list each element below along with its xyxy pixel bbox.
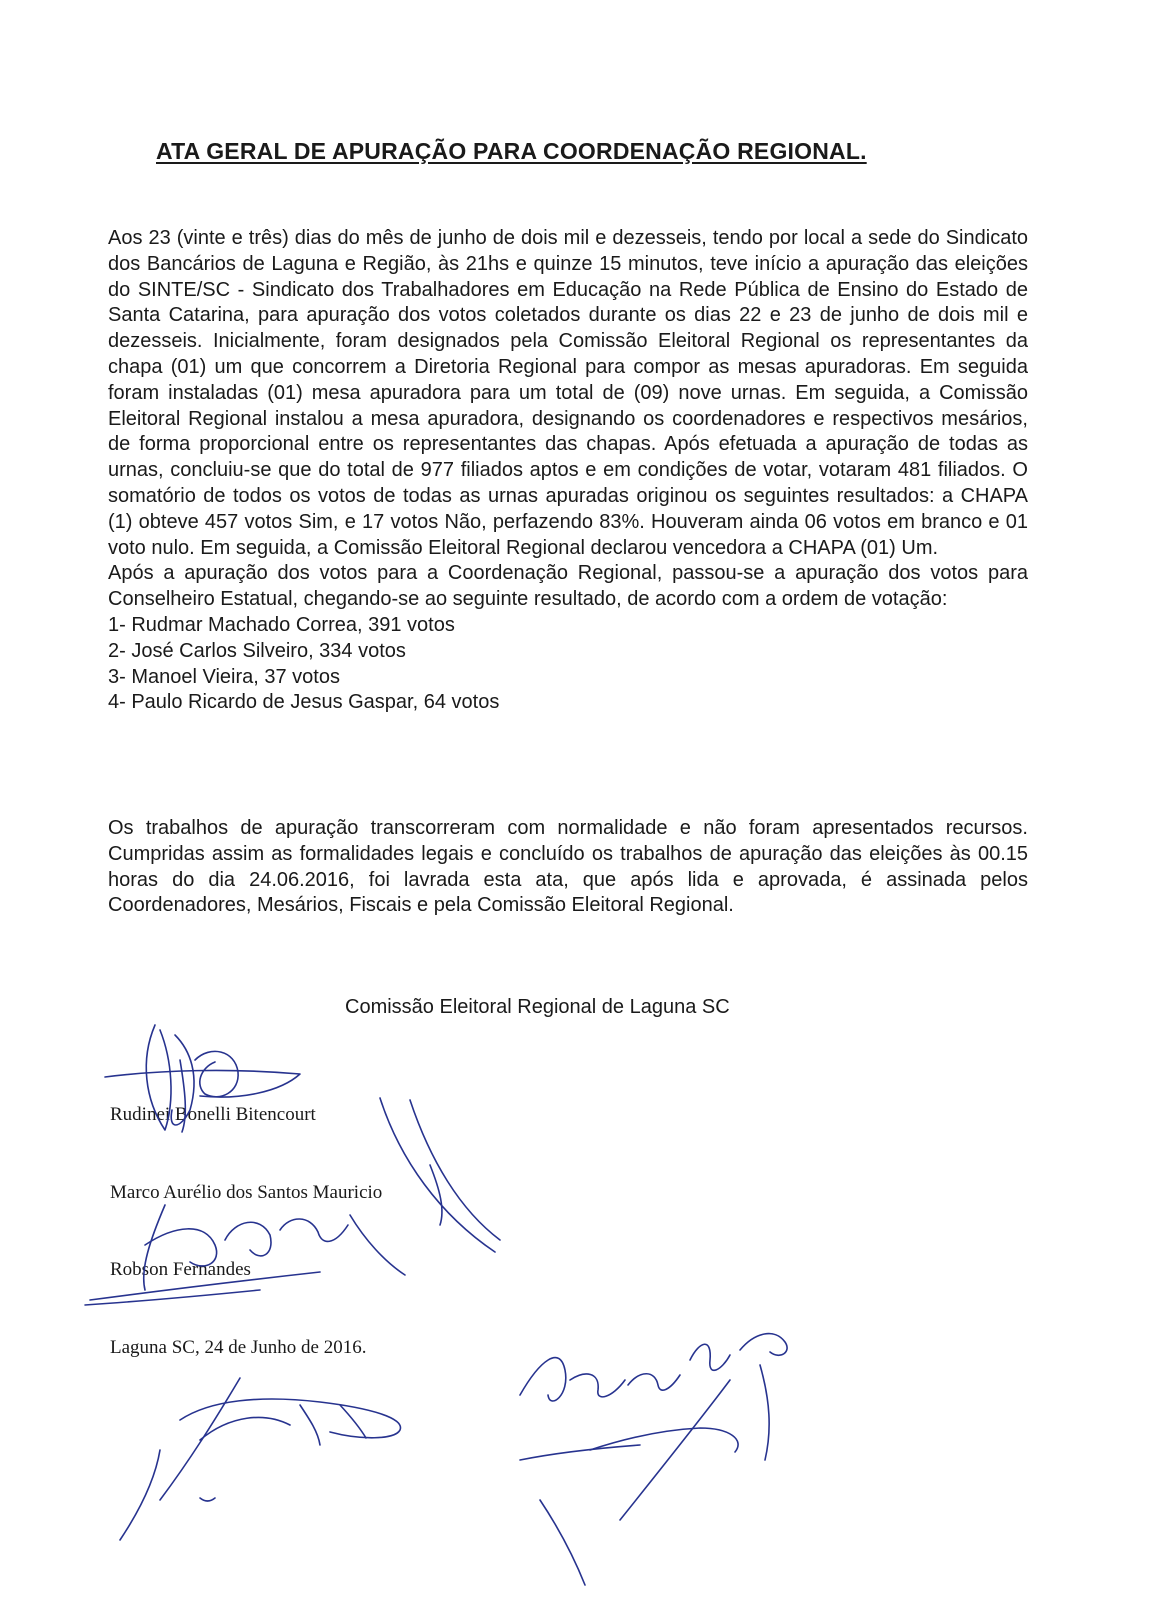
paragraph-conselheiro: Após a apuração dos votos para a Coordenação Regional, passou-se a apuração dos votos para Conselheiro Estatual, chegando-se ao seguinte resultado, de acordo com a ordem de votação:	[108, 562, 1028, 611]
commission-name: Comissão Eleitoral Regional de Laguna SC	[345, 996, 730, 1018]
paragraph-apuracao: Aos 23 (vinte e três) dias do mês de junho de dois mil e dezesseis, tendo por local a sede do Sindicato dos Bancários de Laguna e Região, às 21hs e quinze 15 minutos, teve início a apuração das eleições do SINTE/SC - Sindicato dos Trabalhadores em Educação na Rede Pública de Ensino do Estado de Santa Catarina, para apuração dos votos coletados durante os dias 22 e 23 de junho de dois mil e dezesseis. Inicialmente, foram designados pela Comissão Eleitoral Regional os representantes da chapa (01) um que concorrem a Diretoria Regional para compor as mesas apuradoras. Em seguida foram instaladas (01) mesa apuradora para um total de (09) nove urnas. Em seguida, a Comissão Eleitoral Regional instalou a mesa apuradora, designando os coordenadores e respectivos mesários, de forma proporcional entre os representantes das chapas. Após efetuada a apuração de todas as urnas, concluiu-se que do total de 977 filiados aptos e em condições de votar, votaram 481 filiados. O somatório de todos os votos de todas as urnas apuradas originou os seguintes resultados: a CHAPA (1) obteve 457 votos Sim, e 17 votos Não, perfazendo 83%. Houveram ainda 06 votos em branco e 01 voto nulo. Em seguida, a Comissão Eleitoral Regional declarou vencedora a CHAPA (01) Um.	[108, 227, 1028, 559]
vote-result-item: 1- Rudmar Machado Correa, 391 votos	[108, 613, 455, 636]
signature-rudmar	[520, 1334, 787, 1585]
document-body	[108, 226, 1028, 716]
document-title: ATA GERAL DE APURAÇÃO PARA COORDENAÇÃO REGIONAL.	[156, 138, 867, 164]
signer-name-marco: Marco Aurélio dos Santos Mauricio	[110, 1182, 383, 1203]
paragraph-closing: Os trabalhos de apuração transcorreram com normalidade e não foram apresentados recursos. Cumpridas assim as formalidades legais e concluído os trabalhos de apuração das eleições às 00.15 horas do dia 24.06.2016, foi lavrada esta ata, que após lida e aprovada, é assinada pelos Coordenadores, Mesários, Fiscais e pela Comissão Eleitoral Regional.	[108, 817, 1028, 917]
signer-name-rudinei: Rudinei Bonelli Bitencourt	[110, 1104, 316, 1125]
vote-result-item: 4- Paulo Ricardo de Jesus Gaspar, 64 votos	[108, 691, 500, 714]
signature-pereira	[120, 1378, 400, 1540]
signer-name-robson: Robson Fernandes	[110, 1259, 251, 1280]
signature-robson	[85, 1205, 348, 1305]
vote-results-list	[108, 613, 1028, 716]
place-and-date: Laguna SC, 24 de Junho de 2016.	[110, 1337, 367, 1358]
vote-result-item: 2- José Carlos Silveiro, 334 votos	[108, 639, 406, 662]
vote-result-item: 3- Manoel Vieira, 37 votos	[108, 665, 340, 688]
